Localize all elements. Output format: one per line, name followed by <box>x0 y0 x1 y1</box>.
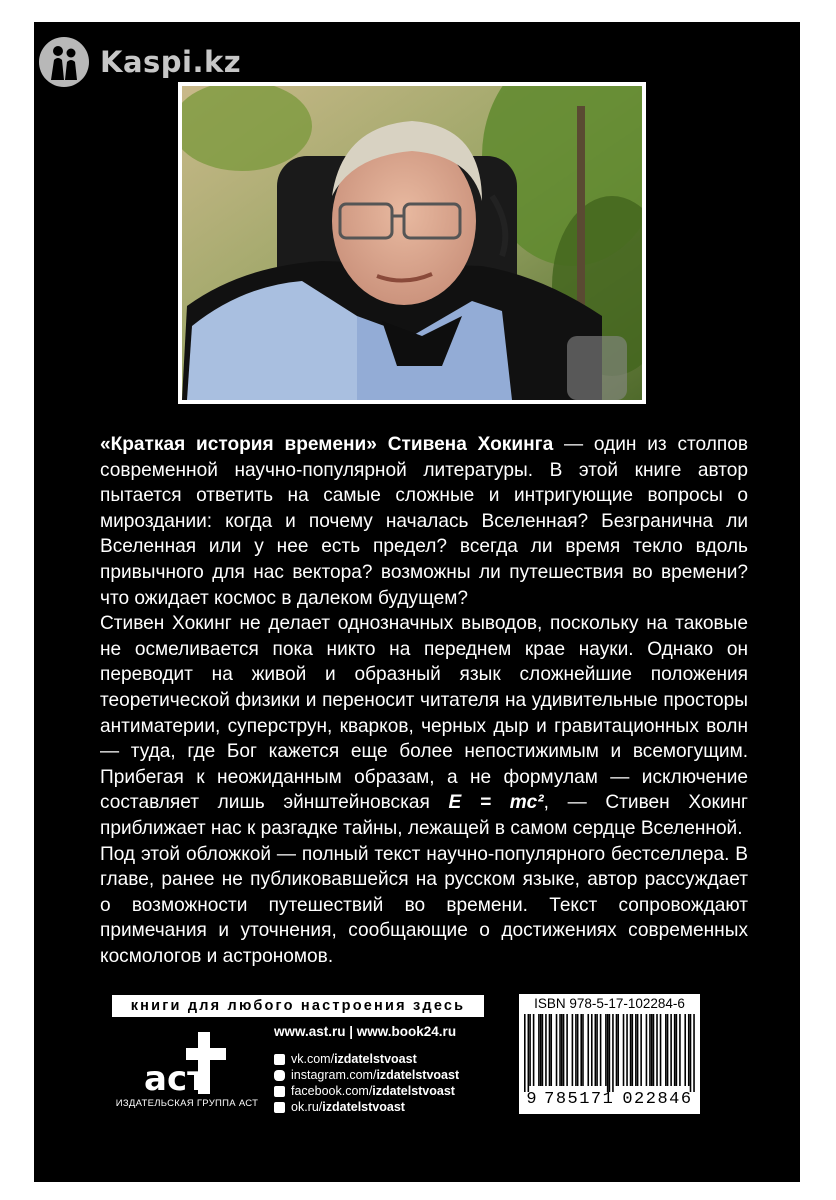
social-handle: izdatelstvoast <box>376 1068 460 1082</box>
barcode-bar <box>630 1014 632 1086</box>
description-paragraph-3: Под этой обложкой — полный текст научно-популярного бестселлера. В главе, ранее не публиковавшейся на русском языке, автор рассуждает о возможности путешествий во времени. Текст сопровождают примечания и уточнения, сообщающие о достижениях современных космологов и астрономов. <box>100 843 748 967</box>
barcode <box>524 1014 695 1092</box>
barcode-bar <box>524 1014 526 1092</box>
barcode-bar <box>674 1014 676 1086</box>
social-prefix: ok.ru/ <box>291 1100 323 1114</box>
barcode-bar <box>561 1014 563 1086</box>
ast-logo-text: аст <box>144 1059 207 1099</box>
barcode-bar <box>667 1014 669 1086</box>
barcode-bar <box>653 1014 655 1086</box>
social-prefix: instagram.com/ <box>291 1068 377 1082</box>
book-description <box>100 432 748 969</box>
barcode-bar <box>559 1014 561 1086</box>
description-paragraph-1 <box>100 432 748 611</box>
barcode-bar <box>626 1014 628 1086</box>
barcode-bar <box>651 1014 653 1086</box>
facebook-icon <box>274 1086 285 1097</box>
barcode-bar <box>575 1014 577 1086</box>
barcode-bar <box>612 1014 614 1092</box>
social-links <box>274 1051 459 1115</box>
ast-logo-icon <box>140 1026 240 1106</box>
barcode-bar <box>563 1014 565 1086</box>
barcode-bar <box>600 1014 602 1086</box>
barcode-bar <box>684 1014 686 1086</box>
barcode-bar <box>679 1014 681 1086</box>
barcode-bar <box>538 1014 540 1086</box>
vk-icon <box>274 1054 285 1065</box>
isbn-number: ISBN 978-5-17-102284-6 <box>534 996 685 1011</box>
barcode-bar <box>528 1014 530 1092</box>
barcode-bar <box>529 1014 531 1086</box>
watermark-text: Kaspi.kz <box>100 45 242 79</box>
barcode-bar <box>609 1014 611 1092</box>
watermark <box>38 36 241 88</box>
kaspi-logo-icon <box>38 36 90 88</box>
barcode-bar <box>533 1014 535 1086</box>
barcode-bar <box>637 1014 639 1086</box>
barcode-bar <box>635 1014 637 1086</box>
barcode-bar <box>616 1014 618 1086</box>
description-p2-text-b: , — Стивен Хокинг приближает нас к разгадке тайны, лежащей в самом сердце Вселенной. <box>100 792 749 839</box>
barcode-bar <box>595 1014 597 1086</box>
barcode-bar <box>649 1014 651 1086</box>
barcode-bar <box>605 1014 607 1086</box>
barcode-bar <box>640 1014 642 1086</box>
instagram-icon <box>274 1070 285 1081</box>
barcode-bar <box>632 1014 634 1086</box>
social-link-instagram[interactable] <box>274 1067 459 1083</box>
social-handle: izdatelstvoast <box>322 1100 405 1114</box>
author-photo <box>182 86 642 400</box>
barcode-bar <box>623 1014 625 1086</box>
description-lead: «Краткая история времени» Стивена Хокинга <box>100 434 554 455</box>
social-link-vk[interactable] <box>274 1051 459 1067</box>
social-handle: izdatelstvoast <box>372 1084 455 1098</box>
social-prefix: facebook.com/ <box>291 1084 373 1098</box>
barcode-bar <box>545 1014 547 1086</box>
barcode-bar <box>665 1014 667 1086</box>
isbn-barcode-box <box>519 994 700 1114</box>
barcode-bar <box>596 1014 598 1086</box>
publisher-websites: www.ast.ru | www.book24.ru <box>274 1024 457 1039</box>
barcode-digits <box>519 1090 700 1109</box>
publisher-caption: ИЗДАТЕЛЬСКАЯ ГРУППА АСТ <box>115 1098 259 1109</box>
social-prefix: vk.com/ <box>291 1052 335 1066</box>
barcode-digit-group-1: 785171 <box>544 1090 615 1109</box>
barcode-bar <box>646 1014 648 1086</box>
barcode-bar <box>582 1014 584 1086</box>
barcode-bar <box>660 1014 662 1086</box>
ok-icon <box>274 1102 285 1113</box>
barcode-bar <box>693 1014 695 1092</box>
barcode-bar <box>591 1014 593 1086</box>
barcode-digit-prefix: 9 <box>526 1090 539 1109</box>
barcode-bar <box>580 1014 582 1086</box>
barcode-bar <box>676 1014 678 1086</box>
social-handle: izdatelstvoast <box>334 1052 417 1066</box>
description-p1-text: — один из столпов современной научно-популярной литературы. В этой книге автор пытается ответить на самые сложные и интригующие вопросы о мироздании: когда и почему началась Вселенная? Безгранична ли Вселенная или у нее есть предел? всегда ли время текло вдоль привычного для нас вектора? возможны ли путешествия во времени? что ожидает космос в далеком будущем? <box>100 434 748 609</box>
barcode-bar <box>549 1014 551 1086</box>
barcode-bar <box>542 1014 544 1086</box>
barcode-bar <box>566 1014 568 1086</box>
barcode-bar <box>572 1014 574 1086</box>
barcode-bar <box>607 1014 609 1092</box>
barcode-bar <box>540 1014 542 1086</box>
barcode-bar <box>690 1014 692 1092</box>
barcode-bar <box>617 1014 619 1086</box>
publisher-tagline: книги для любого настроения здесь <box>112 995 484 1017</box>
social-link-facebook[interactable] <box>274 1083 459 1099</box>
author-photo-frame <box>178 82 646 404</box>
barcode-bar <box>656 1014 658 1086</box>
barcode-digit-group-2: 022846 <box>622 1090 693 1109</box>
barcode-bar <box>550 1014 552 1086</box>
description-paragraph-2 <box>100 611 748 841</box>
barcode-bar <box>577 1014 579 1086</box>
barcode-bar <box>670 1014 672 1086</box>
social-link-ok[interactable] <box>274 1099 459 1115</box>
barcode-bar <box>556 1014 558 1086</box>
description-p2-text-a: Стивен Хокинг не делает однозначных выводов, поскольку на таковые не осмеливается пока никто на переднем крае науки. Однако он переводит на живой и образный язык сложнейшие положения теоретической физики и переносит читателя на удивительные просторы антиматерии, суперструн, кварков, черных дыр и гравитационных волн — туда, где Бог кажется еще более непостижимым и всемогущим. Прибегая к неожиданным образам, а не формулам — исключение составляет лишь эйнштейновская <box>100 613 748 814</box>
barcode-bar <box>587 1014 589 1086</box>
formula: E = mc² <box>448 792 544 814</box>
barcode-bar <box>688 1014 690 1086</box>
